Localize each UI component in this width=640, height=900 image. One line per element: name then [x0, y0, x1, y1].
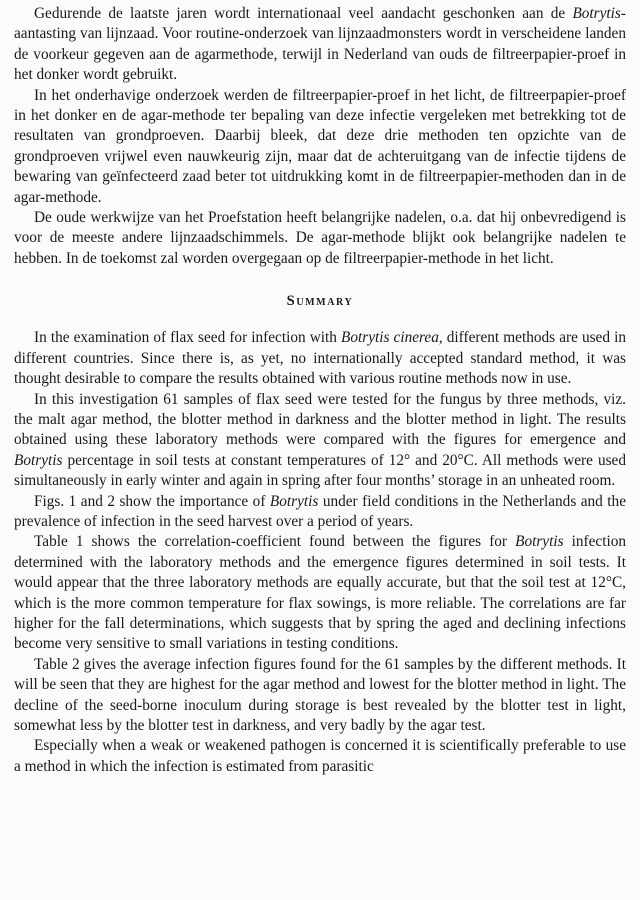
text-run: Especially when a weak or weakened pathogen is concerned it is scientifically preferable to use a method in which the infection is estimated from parasitic — [14, 737, 626, 775]
dutch-paragraph — [14, 4, 626, 86]
italic-term: Botrytis cinerea — [341, 329, 439, 347]
italic-term: Botrytis — [14, 451, 63, 469]
text-run: , different methods are used in different countries. Since there is, as yet, no internationally accepted standard method, it was thought desirable to compare the results obtained with various routine methods now in use. — [14, 329, 626, 388]
text-run: De oude werkwijze van het Proefstation heeft belangrijke nadelen, o.a. dat hij onbevredigend is voor de meeste andere lijnzaadschimmels. De agar-methode blijkt ook belangrijke nadelen te hebben. In de toekomst zal worden overgegaan op de filtreerpapier-methode in het licht. — [14, 209, 626, 267]
text-run: In the examination of flax seed for infection with — [34, 329, 342, 347]
section-spacer — [14, 269, 626, 291]
dutch-paragraph — [14, 208, 626, 269]
text-run: percentage in soil tests at constant temperatures of 12° and 20°C. All methods were used simultaneously in early winter and again in spring after four months’ storage in an unheated room. — [14, 451, 626, 490]
text-run: Table 2 gives the average infection figures found for the 61 samples by the different methods. It will be seen that they are highest for the agar method and lowest for the blotter method in light. The decline of the seed-borne inoculum during storage is best revealed by the blotter test in light, somewhat less by the blotter test in darkness, and very badly by the agar test. — [14, 655, 626, 734]
text-run: infection determined with the laboratory methods and the emergence figures determined in soil tests. It would appear that the three laboratory methods are equally accurate, but that the soil test at 12°C, which is the more common temperature for flax sowings, is more reliable. The correlations are far higher for the fall determinations, which suggests that by spring the aged and declining infections become very sensitive to small variations in testing conditions. — [14, 533, 626, 653]
dutch-paragraph — [14, 86, 626, 208]
english-paragraph — [14, 492, 626, 533]
english-summary-section — [14, 328, 626, 777]
english-paragraph — [14, 736, 626, 777]
english-paragraph — [14, 328, 626, 389]
text-run: Figs. 1 and 2 show the importance of — [34, 492, 270, 510]
text-run: In this investigation 61 samples of flax seed were tested for the fungus by three methods, viz. the malt agar method, the blotter method in darkness and the blotter method in light. The results obtained using these laboratory methods were compared with the figures for emergence and — [14, 390, 626, 449]
english-paragraph — [14, 390, 626, 492]
text-run: under field conditions in the Netherlands and the prevalence of infection in the seed harvest over a period of years. — [14, 492, 626, 530]
text-run: Table 1 shows the correlation-coefficient found between the figures for — [34, 533, 516, 551]
dutch-summary-section — [14, 4, 626, 269]
text-run: In het onderhavige onderzoek werden de filtreerpapier-proef in het licht, de filtreerpapier-proef in het donker en de agar-methode ter bepaling van deze infectie vergeleken met betrekking tot de resultaten van grondproeven. Daarbij bleek, dat deze drie methoden ten opzichte van de grondproeven vrijwel even nauwkeurig zijn, maar dat de achteruitgang van de infectie tijdens de bewaring van geïnfecteerd zaad beter tot uitdrukking komt in de filtreerpapier-methoden dan in de agar-methode. — [14, 86, 626, 206]
italic-term: Botrytis — [515, 533, 564, 551]
italic-term: Botrytis — [572, 5, 621, 22]
english-paragraph — [14, 532, 626, 654]
english-paragraph — [14, 655, 626, 737]
text-run: Gedurende de laatste jaren wordt internationaal veel aandacht geschonken aan de — [34, 5, 573, 22]
summary-heading: Summary — [286, 293, 354, 310]
italic-term: Botrytis — [269, 492, 319, 510]
text-run: -aantasting van lijnzaad. Voor routine-onderzoek van lijnzaadmonsters wordt in verscheidene landen de voorkeur gegeven aan de agarmethode, terwijl in Nederland van ouds de filtreerpapier-proef in het donker wordt gebruikt. — [14, 5, 626, 84]
